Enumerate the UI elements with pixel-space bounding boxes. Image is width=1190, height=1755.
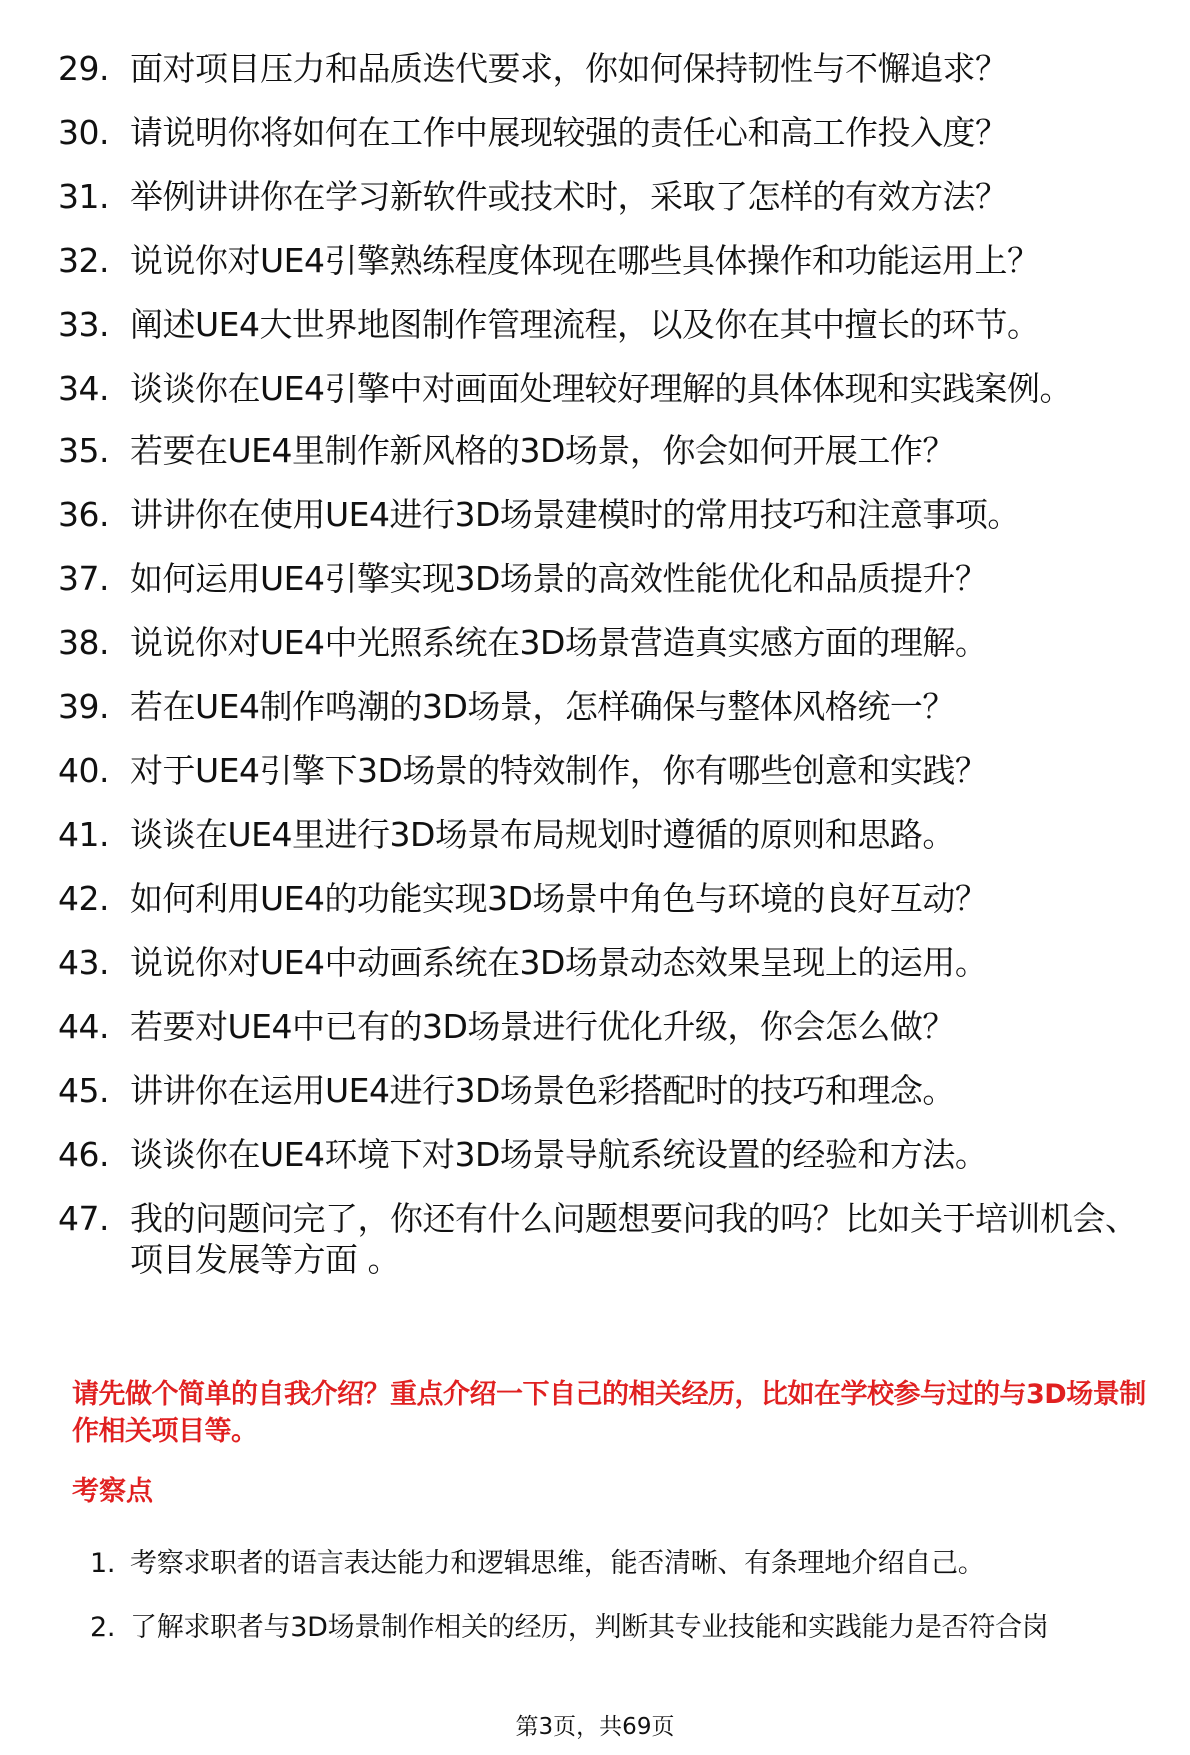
question-item <box>58 48 1158 89</box>
question-item <box>58 942 1158 983</box>
point-text: 了解求职者与3D场景制作相关的经历，判断其专业技能和实践能力是否符合岗 <box>130 1612 1049 1643</box>
question-item <box>58 112 1158 153</box>
question-text: 举例讲讲你在学习新软件或技术时，采取了怎样的有效方法？ <box>130 177 1008 216</box>
assessment-points-list <box>90 1545 1170 1673</box>
question-number: 47. <box>58 1199 109 1238</box>
question-text: 谈谈你在UE4环境下对3D场景导航系统设置的经验和方法。 <box>130 1135 988 1174</box>
page-footer: 第3页，共69页 <box>515 1714 675 1740</box>
question-text: 阐述UE4大世界地图制作管理流程，以及你在其中擅长的环节。 <box>130 305 1040 344</box>
question-text: 说说你对UE4中动画系统在3D场景动态效果呈现上的运用。 <box>130 943 988 982</box>
question-item <box>58 494 1158 535</box>
question-number: 36. <box>58 495 109 534</box>
question-text: 我的问题问完了，你还有什么问题想要问我的吗？比如关于培训机会、项目发展等方面 。 <box>130 1199 1138 1279</box>
question-text: 谈谈在UE4里进行3D场景布局规划时遵循的原则和思路。 <box>130 815 955 854</box>
question-text: 说说你对UE4中光照系统在3D场景营造真实感方面的理解。 <box>130 623 988 662</box>
section-heading: 请先做个简单的自我介绍？重点介绍一下自己的相关经历，比如在学校参与过的与3D场景制作相关项目等。 <box>72 1379 1146 1447</box>
question-item <box>58 750 1158 791</box>
question-number: 37. <box>58 559 109 598</box>
question-item <box>58 1198 1158 1280</box>
question-number: 43. <box>58 943 109 982</box>
question-number: 42. <box>58 879 109 918</box>
question-number: 29. <box>58 49 109 88</box>
question-number: 38. <box>58 623 109 662</box>
question-text: 讲讲你在使用UE4进行3D场景建模时的常用技巧和注意事项。 <box>130 495 1020 534</box>
question-number: 40. <box>58 751 109 790</box>
question-number: 31. <box>58 177 109 216</box>
question-item <box>58 1006 1158 1047</box>
point-number: 2. <box>90 1612 116 1643</box>
question-text: 若在UE4制作鸣潮的3D场景，怎样确保与整体风格统一？ <box>130 687 955 726</box>
question-item <box>58 368 1158 409</box>
section-label: 考察点 <box>72 1476 153 1507</box>
assessment-point <box>90 1545 1170 1583</box>
question-number: 44. <box>58 1007 109 1046</box>
question-text: 若要对UE4中已有的3D场景进行优化升级，你会怎么做？ <box>130 1007 955 1046</box>
question-text: 对于UE4引擎下3D场景的特效制作，你有哪些创意和实践？ <box>130 751 988 790</box>
point-number: 1. <box>90 1548 116 1579</box>
question-number: 30. <box>58 113 109 152</box>
question-text: 请说明你将如何在工作中展现较强的责任心和高工作投入度？ <box>130 113 1008 152</box>
question-item <box>58 686 1158 727</box>
question-item <box>58 558 1158 599</box>
question-item <box>58 430 1158 471</box>
assessment-point <box>90 1609 1170 1647</box>
question-number: 46. <box>58 1135 109 1174</box>
question-number: 33. <box>58 305 109 344</box>
question-number: 34. <box>58 369 109 408</box>
question-list <box>58 48 1158 1301</box>
question-item <box>58 176 1158 217</box>
question-item <box>58 1134 1158 1175</box>
question-item <box>58 1070 1158 1111</box>
question-item <box>58 304 1158 345</box>
question-text: 说说你对UE4引擎熟练程度体现在哪些具体操作和功能运用上？ <box>130 241 1040 280</box>
question-text: 若要在UE4里制作新风格的3D场景，你会如何开展工作？ <box>130 431 955 470</box>
question-number: 45. <box>58 1071 109 1110</box>
question-item <box>58 878 1158 919</box>
question-text: 谈谈你在UE4引擎中对画面处理较好理解的具体体现和实践案例。 <box>130 369 1072 408</box>
question-number: 39. <box>58 687 109 726</box>
question-number: 32. <box>58 241 109 280</box>
question-text: 如何利用UE4的功能实现3D场景中角色与环境的良好互动？ <box>130 879 988 918</box>
point-text: 考察求职者的语言表达能力和逻辑思维，能否清晰、有条理地介绍自己。 <box>130 1548 985 1579</box>
question-item <box>58 240 1158 281</box>
question-text: 如何运用UE4引擎实现3D场景的高效性能优化和品质提升？ <box>130 559 988 598</box>
question-number: 41. <box>58 815 109 854</box>
question-item <box>58 814 1158 855</box>
question-text: 讲讲你在运用UE4进行3D场景色彩搭配时的技巧和理念。 <box>130 1071 955 1110</box>
question-text: 面对项目压力和品质迭代要求，你如何保持韧性与不懈追求？ <box>130 49 1008 88</box>
question-number: 35. <box>58 431 109 470</box>
question-item <box>58 622 1158 663</box>
